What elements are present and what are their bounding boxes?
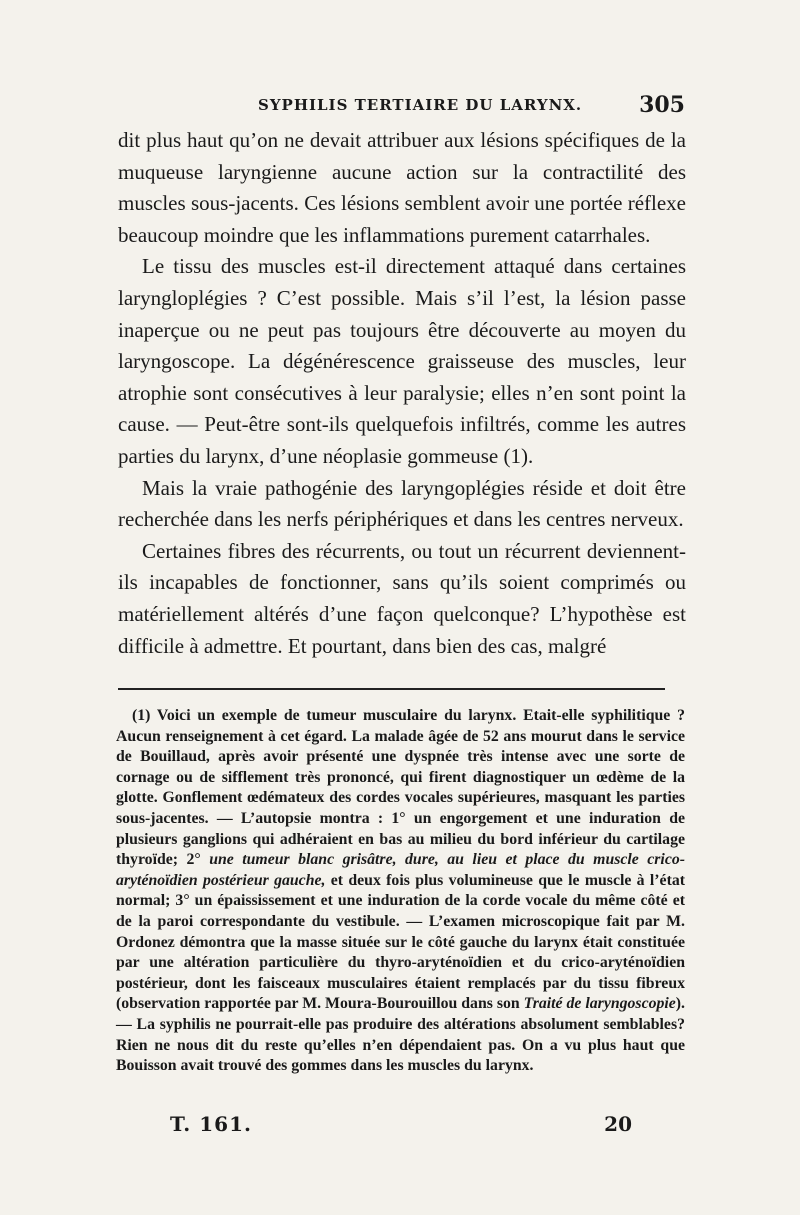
running-head: SYPHILIS TERTIAIRE DU LARYNX. xyxy=(258,96,583,114)
paragraph: Le tissu des muscles est-il directement attaqué dans certaines laryngloplégies ? C’est possible. Mais s’il l’est, la lésion passe inaperçue ou ne peut pas toujours être découverte au moyen du laryngoscope. La dégénérescence graisseuse des muscles, leur atrophie sont consécutives à leur paralysie; elles n’en sont point la cause. — Peut-être sont-ils quelquefois infiltrés, comme les autres parties du larynx, d’une néoplasie gommeuse (1). xyxy=(118,254,686,468)
footnote-text: (1) Voici un exemple de tumeur musculaire du larynx. Etait-elle syphilitique ? Aucun renseignement à cet égard. La malade âgée de 52 ans mourut dans le service de Bouillaud, après avoir présenté une dyspnée très intense avec une sorte de cornage ou de sifflement très prononcé, qui firent diagnostiquer un œdème de la glotte. Gonflement œdémateux des cordes vocales supérieures, masquant les parties sous-jacentes. — L’autopsie montra : 1° un engorgement et une induration de plusieurs ganglions qui adhéraient en bas au milieu du bord inférieur du cartilage thyroïde; 2° xyxy=(116,707,685,869)
paragraph: Certaines fibres des récurrents, ou tout un récurrent deviennent-ils incapables de fonctionner, sans qu’ils soient comprimés ou matériellement altérés d’une façon quelconque? L’hypothèse est difficile à admettre. Et pourtant, dans bien des cas, malgré xyxy=(118,538,686,658)
footnote xyxy=(116,706,685,1077)
paragraph: dit plus haut qu’on ne devait attribuer aux lésions spécifiques de la muqueuse laryngienne aucune action sur la contractilité des muscles sous-jacents. Ces lésions semblent avoir une portée réflexe beaucoup moindre que les inflammations purement catarrhales. xyxy=(118,128,686,247)
page-footer xyxy=(118,1112,685,1142)
main-text xyxy=(118,125,686,662)
footnote-text: et deux fois plus volumineuse que le muscle à l’état normal; 3° un épaississement et une induration de la corde vocale du même côté et de la paroi correspondante du vestibule. — L’examen microscopique fait par M. Ordonez démontra que la masse située sur le côté gauche du larynx était constituée par une altération particulière du thyro-aryténoïdien et du crico-aryténoïdien postérieur, dont les faisceaux musculaires étaient remplacés par du tissu fibreux (observation rapportée par M. Moura-Bourouillou dans son xyxy=(116,871,685,1013)
footnote-rule xyxy=(118,688,665,690)
footnote-italic-text: une tumeur blanc grisâtre, dure, au lieu et place du muscle crico-aryténoïdien postérieur gauche, xyxy=(116,851,685,889)
page-header xyxy=(118,92,685,122)
signature-mark: T. 161. xyxy=(170,1112,252,1136)
paragraph: Mais la vraie pathogénie des laryngoplégies réside et doit être recherchée dans les nerfs périphériques et dans les centres nerveux. xyxy=(118,475,686,532)
page-number: 305 xyxy=(639,92,685,118)
footnote-book-title: Traité de laryngoscopie xyxy=(523,995,676,1013)
sheet-number: 20 xyxy=(604,1112,632,1136)
footnote-text: ). — La syphilis ne pourrait-elle pas produire des altérations absolument semblables? Rien ne nous dit du reste qu’elles n’en dépendaient pas. On a vu plus haut que Bouisson avait trouvé des gommes dans les muscles du larynx. xyxy=(116,995,686,1075)
